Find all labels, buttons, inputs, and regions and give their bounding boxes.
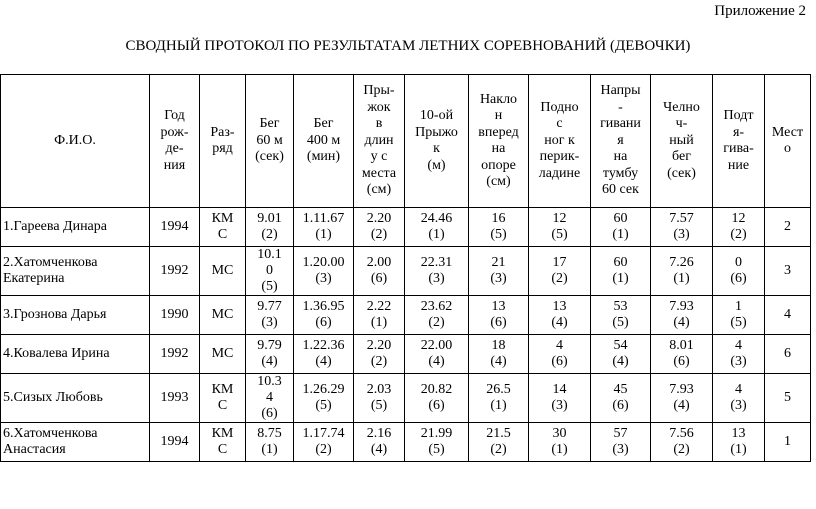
result-value: 7.93 [669, 382, 694, 397]
column-header-line: ч- [675, 116, 688, 132]
place-cell: 3 [765, 247, 811, 296]
result-value: 7.26 [669, 255, 694, 270]
result-rank: (2) [551, 271, 568, 286]
column-header-line: ряд [212, 141, 233, 156]
rank-cell [200, 247, 246, 296]
result-value: 12 [552, 211, 567, 226]
rank-cell [200, 208, 246, 247]
result-value: 9.01 [257, 211, 282, 226]
result-cell [405, 208, 469, 247]
result-cell [405, 335, 469, 374]
column-header-line: 10-ой [419, 108, 454, 123]
result-value: 21.99 [420, 426, 453, 441]
place-cell: 1 [765, 423, 811, 462]
column-header-line: ладине [538, 165, 581, 181]
result-rank: (5) [490, 227, 507, 242]
result-value: 2.00 [366, 255, 392, 270]
column-header-line: Ф.И.О. [54, 132, 96, 148]
column-header-line: гива- [723, 141, 754, 156]
result-rank: (2) [315, 442, 332, 457]
result-rank: (4) [370, 442, 388, 457]
result-value: 26.5 [486, 382, 511, 397]
result-value: 2.16 [366, 426, 392, 441]
athlete-name-cell [1, 296, 150, 335]
column-header-line: Накло [479, 91, 518, 107]
result-value: 7.56 [669, 426, 694, 441]
result-value: 1.11.67 [302, 211, 345, 226]
result-rank: (1) [315, 227, 332, 242]
result-value: 53 [613, 299, 628, 314]
result-cell [246, 208, 294, 247]
result-rank: (6) [612, 398, 629, 413]
column-header-line: н [494, 108, 503, 123]
column-header-line: к [433, 141, 440, 156]
appendix-label: Приложение 2 [714, 3, 806, 19]
result-cell [469, 247, 529, 296]
result-rank: (2) [490, 442, 507, 457]
result-cell [469, 335, 529, 374]
result-value: 10.3 [257, 374, 282, 389]
result-value: 2.03 [366, 382, 392, 397]
result-rank: (1) [370, 315, 388, 330]
rank-cell [200, 374, 246, 423]
column-header-line: ние [727, 157, 750, 173]
birth-year-cell: 1993 [150, 374, 200, 423]
birth-year-cell: 1992 [150, 247, 200, 296]
column-header-line: перик- [539, 149, 580, 165]
result-cell [591, 335, 651, 374]
result-cell [591, 296, 651, 335]
result-cell [294, 247, 354, 296]
column-header [246, 75, 294, 208]
column-header-line: ния [163, 157, 186, 173]
column-header [651, 75, 713, 208]
column-header-line: гивани [600, 116, 641, 132]
table-row [1, 423, 811, 462]
result-rank: (4) [673, 315, 690, 330]
result-cell [354, 335, 405, 374]
column-header-line: (сек) [667, 165, 696, 181]
result-cell [246, 296, 294, 335]
result-rank: (6) [261, 406, 278, 421]
result-value: 9.77 [257, 299, 282, 314]
column-header [1, 75, 150, 208]
result-cell [405, 296, 469, 335]
athlete-name-cell [1, 335, 150, 374]
result-value: 30 [552, 426, 567, 441]
result-rank: (1) [490, 398, 507, 413]
column-header-line: с [556, 116, 563, 132]
result-cell [294, 335, 354, 374]
column-header-line: в [375, 116, 383, 132]
column-header-line: - [618, 99, 623, 115]
result-cell [529, 335, 591, 374]
result-cell [591, 208, 651, 247]
result-rank: (3) [490, 271, 507, 286]
rank-cell [200, 335, 246, 374]
result-cell [294, 374, 354, 423]
column-header [529, 75, 591, 208]
result-rank: (3) [315, 271, 332, 286]
athlete-name: 3.Грознова Дарья [3, 307, 107, 322]
result-cell [713, 296, 765, 335]
result-value: 1.22.36 [302, 338, 345, 353]
result-rank: (1) [612, 271, 629, 286]
column-header-line: рож- [160, 124, 189, 140]
result-cell [354, 296, 405, 335]
result-rank: (4) [261, 354, 278, 369]
column-header [713, 75, 765, 208]
athlete-name-cell [1, 423, 150, 462]
result-cell [354, 247, 405, 296]
result-rank: (4) [551, 315, 568, 330]
column-header-line: Челно [663, 99, 700, 115]
result-value: 4 [735, 338, 742, 353]
result-rank: (1) [673, 271, 690, 286]
header-row [1, 75, 811, 208]
column-header-line: вперед [478, 124, 519, 140]
column-header-line: де- [165, 141, 184, 156]
result-rank: (3) [673, 227, 690, 242]
result-value: 8.01 [669, 338, 694, 353]
result-value: 22.31 [420, 255, 453, 270]
column-header-line: Подно [540, 99, 579, 115]
result-rank: (6) [551, 354, 568, 369]
column-header-line: (см) [486, 174, 511, 189]
column-header-line: Подт [723, 108, 754, 123]
result-cell [354, 374, 405, 423]
result-value: 16 [491, 211, 506, 226]
result-cell [713, 208, 765, 247]
result-rank: (2) [261, 227, 278, 242]
result-rank: (3) [612, 442, 629, 457]
result-value: 13 [552, 299, 567, 314]
column-header-line: ног к [544, 132, 575, 148]
result-cell [469, 374, 529, 423]
rank-value: КМ [211, 382, 234, 397]
result-rank: (6) [370, 271, 388, 286]
column-header-line: Год [164, 108, 185, 123]
result-cell [246, 374, 294, 423]
result-value: 57 [613, 426, 628, 441]
result-value: 14 [552, 382, 567, 397]
result-rank: (2) [730, 227, 747, 242]
column-header-line: Прыжо [415, 124, 458, 140]
column-header-line: (м) [427, 157, 446, 173]
result-value: 10.1 [257, 247, 282, 262]
result-value: 1.17.74 [302, 426, 345, 441]
result-rank: (5) [315, 398, 332, 413]
rank-value: МС [211, 307, 234, 322]
result-cell [591, 423, 651, 462]
result-value: 2.22 [366, 299, 392, 314]
result-cell [469, 296, 529, 335]
column-header-line: Пры- [363, 83, 395, 99]
result-rank: (3) [428, 271, 445, 286]
result-value: 18 [491, 338, 506, 353]
result-cell [529, 247, 591, 296]
result-rank: (5) [428, 442, 445, 457]
column-header-line: бег [672, 149, 691, 165]
result-cell [354, 208, 405, 247]
results-table [0, 74, 811, 462]
column-header-line: ный [669, 132, 694, 148]
column-header-line: 400 м [306, 132, 341, 148]
result-value: 4 [266, 390, 273, 405]
column-header-line: опоре [481, 157, 516, 173]
result-value: 60 [613, 211, 628, 226]
result-cell [529, 374, 591, 423]
column-header-line: 60 м [256, 132, 283, 148]
rank-value: МС [211, 346, 234, 361]
column-header-line: тумбу [602, 165, 639, 181]
athlete-name: 1.Гареева Динара [3, 219, 107, 234]
column-header-line: места [361, 165, 397, 181]
athlete-name-cell [1, 374, 150, 423]
result-cell [469, 423, 529, 462]
result-rank: (6) [428, 398, 445, 413]
result-value: 23.62 [420, 299, 453, 314]
column-header-line: (см) [366, 182, 392, 198]
result-rank: (2) [370, 354, 388, 369]
athlete-name: Анастасия [3, 442, 66, 457]
result-rank: (5) [551, 227, 568, 242]
result-cell [713, 374, 765, 423]
result-value: 2.20 [366, 211, 392, 226]
birth-year-cell: 1990 [150, 296, 200, 335]
result-rank: (1) [730, 442, 747, 457]
athlete-name-cell [1, 208, 150, 247]
result-rank: (6) [315, 315, 332, 330]
result-cell [713, 247, 765, 296]
result-rank: (5) [612, 315, 629, 330]
athlete-name-cell [1, 247, 150, 296]
result-value: 45 [613, 382, 628, 397]
result-cell [246, 335, 294, 374]
athlete-name: 6.Хатомченкова [3, 426, 98, 441]
result-value: 22.00 [420, 338, 453, 353]
table-row [1, 296, 811, 335]
result-rank: (1) [551, 442, 568, 457]
result-cell [651, 423, 713, 462]
result-cell [529, 423, 591, 462]
column-header-line: 60 сек [602, 182, 639, 198]
result-cell [651, 374, 713, 423]
result-rank: (4) [428, 354, 445, 369]
result-value: 12 [731, 211, 746, 226]
result-cell [651, 247, 713, 296]
result-cell [651, 335, 713, 374]
result-value: 21.5 [486, 426, 511, 441]
result-rank: (1) [261, 442, 278, 457]
column-header [405, 75, 469, 208]
result-cell [294, 423, 354, 462]
result-cell [405, 374, 469, 423]
result-value: 20.82 [420, 382, 453, 397]
result-value: 13 [491, 299, 506, 314]
result-value: 1.20.00 [302, 255, 345, 270]
result-value: 60 [613, 255, 628, 270]
column-header-line: Бег [313, 116, 334, 132]
result-cell [529, 208, 591, 247]
result-value: 13 [731, 426, 746, 441]
column-header-line: (мин) [306, 149, 341, 165]
column-header-line: я- [732, 124, 745, 140]
column-header-line: длин [364, 132, 394, 148]
result-value: 17 [552, 255, 567, 270]
column-header-line: Напры [600, 83, 641, 99]
column-header [354, 75, 405, 208]
result-value: 0 [266, 263, 273, 278]
result-rank: (1) [612, 227, 629, 242]
result-rank: (4) [315, 354, 332, 369]
place-cell: 6 [765, 335, 811, 374]
result-rank: (5) [730, 315, 747, 330]
column-header-line: на [613, 149, 628, 165]
column-header [150, 75, 200, 208]
result-value: 4 [556, 338, 563, 353]
result-rank: (1) [428, 227, 445, 242]
result-rank: (3) [730, 354, 747, 369]
athlete-name: 4.Ковалева Ирина [3, 346, 110, 361]
column-header-line: на [491, 141, 506, 156]
result-cell [713, 335, 765, 374]
column-header-line: жок [367, 99, 391, 115]
table-row [1, 335, 811, 374]
result-rank: (5) [370, 398, 388, 413]
result-rank: (3) [730, 398, 747, 413]
column-header-line: (сек) [255, 149, 284, 165]
result-cell [405, 247, 469, 296]
result-cell [294, 208, 354, 247]
column-header [765, 75, 811, 208]
result-rank: (6) [490, 315, 507, 330]
rank-cell [200, 423, 246, 462]
column-header [200, 75, 246, 208]
place-cell: 5 [765, 374, 811, 423]
rank-value: МС [211, 263, 234, 278]
result-rank: (3) [551, 398, 568, 413]
result-value: 21 [491, 255, 506, 270]
result-cell [651, 208, 713, 247]
result-rank: (2) [428, 315, 445, 330]
athlete-name: 2.Хатомченкова [3, 255, 98, 270]
result-rank: (4) [612, 354, 629, 369]
result-rank: (4) [673, 398, 690, 413]
column-header [294, 75, 354, 208]
document-title: СВОДНЫЙ ПРОТОКОЛ ПО РЕЗУЛЬТАТАМ ЛЕТНИХ СОРЕВНОВАНИЙ (ДЕВОЧКИ) [125, 38, 691, 54]
result-rank: (2) [370, 227, 388, 242]
column-header-line: Бег [259, 116, 280, 132]
result-cell [651, 296, 713, 335]
result-value: 0 [735, 255, 742, 270]
result-value: 1.26.29 [302, 382, 345, 397]
result-cell [591, 247, 651, 296]
result-rank: (3) [261, 315, 278, 330]
column-header-line: Мест [771, 124, 804, 140]
result-cell [469, 208, 529, 247]
result-cell [246, 423, 294, 462]
birth-year-cell: 1994 [150, 208, 200, 247]
place-cell: 4 [765, 296, 811, 335]
result-rank: (2) [673, 442, 690, 457]
birth-year-cell: 1994 [150, 423, 200, 462]
result-value: 7.57 [669, 211, 694, 226]
athlete-name: Екатерина [3, 271, 65, 286]
result-value: 1.36.95 [302, 299, 345, 314]
table-row [1, 208, 811, 247]
rank-value: КМ [211, 426, 234, 441]
result-cell [529, 296, 591, 335]
result-cell [246, 247, 294, 296]
result-value: 8.75 [257, 426, 282, 441]
result-rank: (4) [490, 354, 507, 369]
place-cell: 2 [765, 208, 811, 247]
result-value: 1 [735, 299, 742, 314]
table-row [1, 374, 811, 423]
column-header-line: о [784, 141, 791, 156]
result-cell [713, 423, 765, 462]
result-cell [354, 423, 405, 462]
column-header-line: Раз- [210, 124, 235, 140]
rank-cell [200, 296, 246, 335]
column-header-line: у с [370, 149, 388, 165]
column-header [469, 75, 529, 208]
result-cell [591, 374, 651, 423]
column-header [591, 75, 651, 208]
rank-value: С [217, 227, 228, 242]
result-value: 54 [613, 338, 628, 353]
column-header-line: я [617, 132, 624, 148]
result-value: 7.93 [669, 299, 694, 314]
result-cell [294, 296, 354, 335]
rank-value: КМ [211, 211, 234, 226]
result-value: 2.20 [366, 338, 392, 353]
result-cell [405, 423, 469, 462]
result-value: 4 [735, 382, 742, 397]
result-rank: (5) [261, 279, 278, 294]
birth-year-cell: 1992 [150, 335, 200, 374]
result-rank: (6) [673, 354, 690, 369]
athlete-name: 5.Сизых Любовь [3, 390, 103, 405]
rank-value: С [217, 442, 228, 457]
table-row [1, 247, 811, 296]
result-rank: (6) [730, 271, 747, 286]
result-value: 24.46 [420, 211, 453, 226]
rank-value: С [217, 398, 228, 413]
result-value: 9.79 [257, 338, 282, 353]
